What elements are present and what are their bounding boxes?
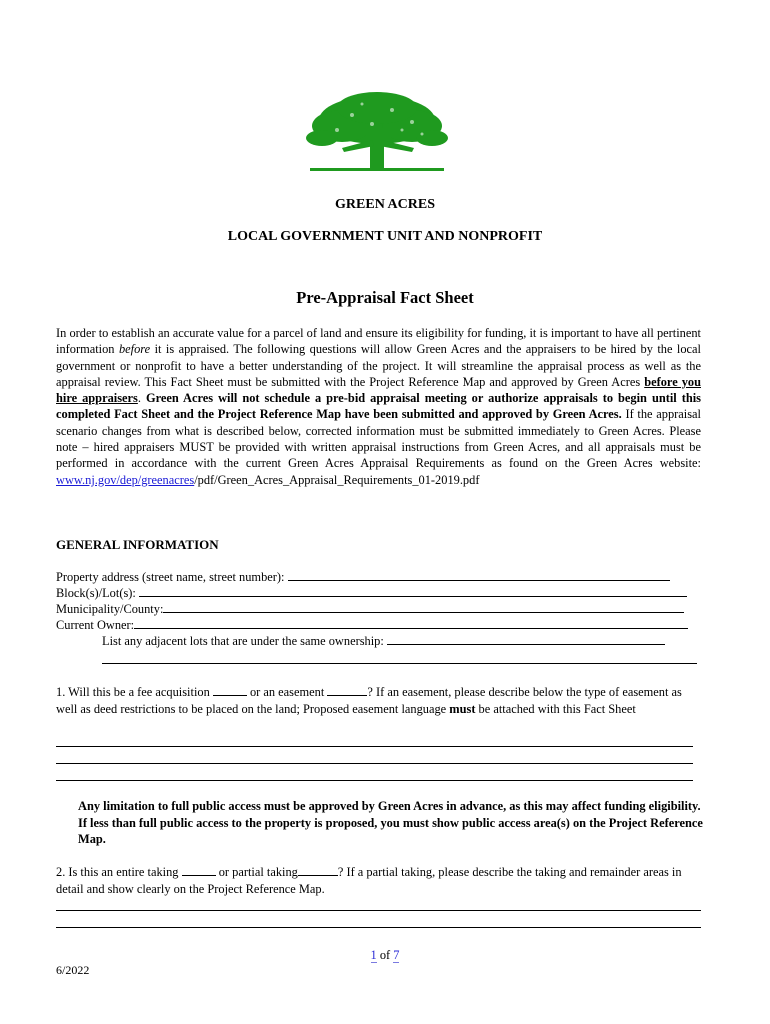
public-access-notice: Any limitation to full public access must be approved by Green Acres in advance, as this may affect funding eligibility. If less than full public access to the property is proposed, you must show public access area(s) on the Project Reference Map. [78, 799, 703, 846]
total-pages[interactable]: 7 [393, 948, 400, 962]
current-owner-field[interactable]: Current Owner: [56, 618, 688, 633]
oak-tree-logo-icon [302, 90, 452, 176]
current-page[interactable]: 1 [370, 948, 377, 962]
revision-date: 6/2022 [56, 963, 90, 977]
question-1: 1. Will this be a fee acquisition or an easement ? If an easement, please describe below the type of easement as well as deed restrictions to be placed on the land; Proposed easement language must be attached with this Fact Sheet [56, 685, 682, 716]
municipality-county-field[interactable]: Municipality/County: [56, 602, 684, 617]
q2-answer-line-2[interactable] [56, 927, 701, 928]
unit-heading: LOCAL GOVERNMENT UNIT AND NONPROFIT [227, 229, 543, 244]
intro-paragraph: In order to establish an accurate value for a parcel of land and ensure its eligibility for funding, it is important to have all pertinent information before it is appraised. The following questions will allow Green Acres and the appraisers to be hired by the local government or nonprofit to have a better understanding of the project. It will streamline the appraisal process as well as the appraisal review. This Fact Sheet must be submitted with the Project Reference Map and approved by Green Acres before you hire appraisers. Green Acres will not schedule a pre-bid appraisal meeting or authorize appraisals to begin until this completed Fact Sheet and the Project Reference Map have been submitted and approved by Green Acres. If the appraisal scenario changes from what is described below, corrected information must be submitted immediately to Green Acres. Please note – hired appraisers MUST be provided with written appraisal instructions from Green Acres, and all appraisals must be performed in accordance with the current Green Acres Appraisal Requirements as found on the Green Acres website: www.nj.gov/dep/greenacres/pdf/Green_Acres_Appraisal_Requirements_01-2019.pdf [56, 326, 701, 487]
org-heading: GREEN ACRES [335, 197, 435, 212]
easement-blank[interactable] [327, 685, 367, 696]
entire-taking-blank[interactable] [182, 865, 216, 876]
green-acres-website-link[interactable]: www.nj.gov/dep/greenacres [56, 472, 195, 487]
q1-answer-line-1[interactable] [56, 746, 693, 747]
adjacent-lots-line[interactable] [102, 663, 697, 664]
q1-answer-line-3[interactable] [56, 780, 693, 781]
q1-answer-line-2[interactable] [56, 763, 693, 764]
adjacent-lots-field[interactable]: List any adjacent lots that are under the same ownership: [102, 634, 665, 649]
page-title: Pre-Appraisal Fact Sheet [296, 288, 474, 307]
property-address-field[interactable]: Property address (street name, street number): [56, 570, 670, 585]
fee-acquisition-blank[interactable] [213, 685, 247, 696]
question-2: 2. Is this an entire taking or partial taking ? If a partial taking, please describe the taking and remainder areas in detail and show clearly on the Project Reference Map. [56, 865, 682, 896]
block-lot-field[interactable]: Block(s)/Lot(s): [56, 586, 687, 601]
general-information-heading: GENERAL INFORMATION [56, 537, 219, 552]
partial-taking-blank[interactable] [298, 865, 338, 876]
page-indicator: 1 of 7 [370, 948, 400, 962]
q2-answer-line-1[interactable] [56, 910, 701, 911]
